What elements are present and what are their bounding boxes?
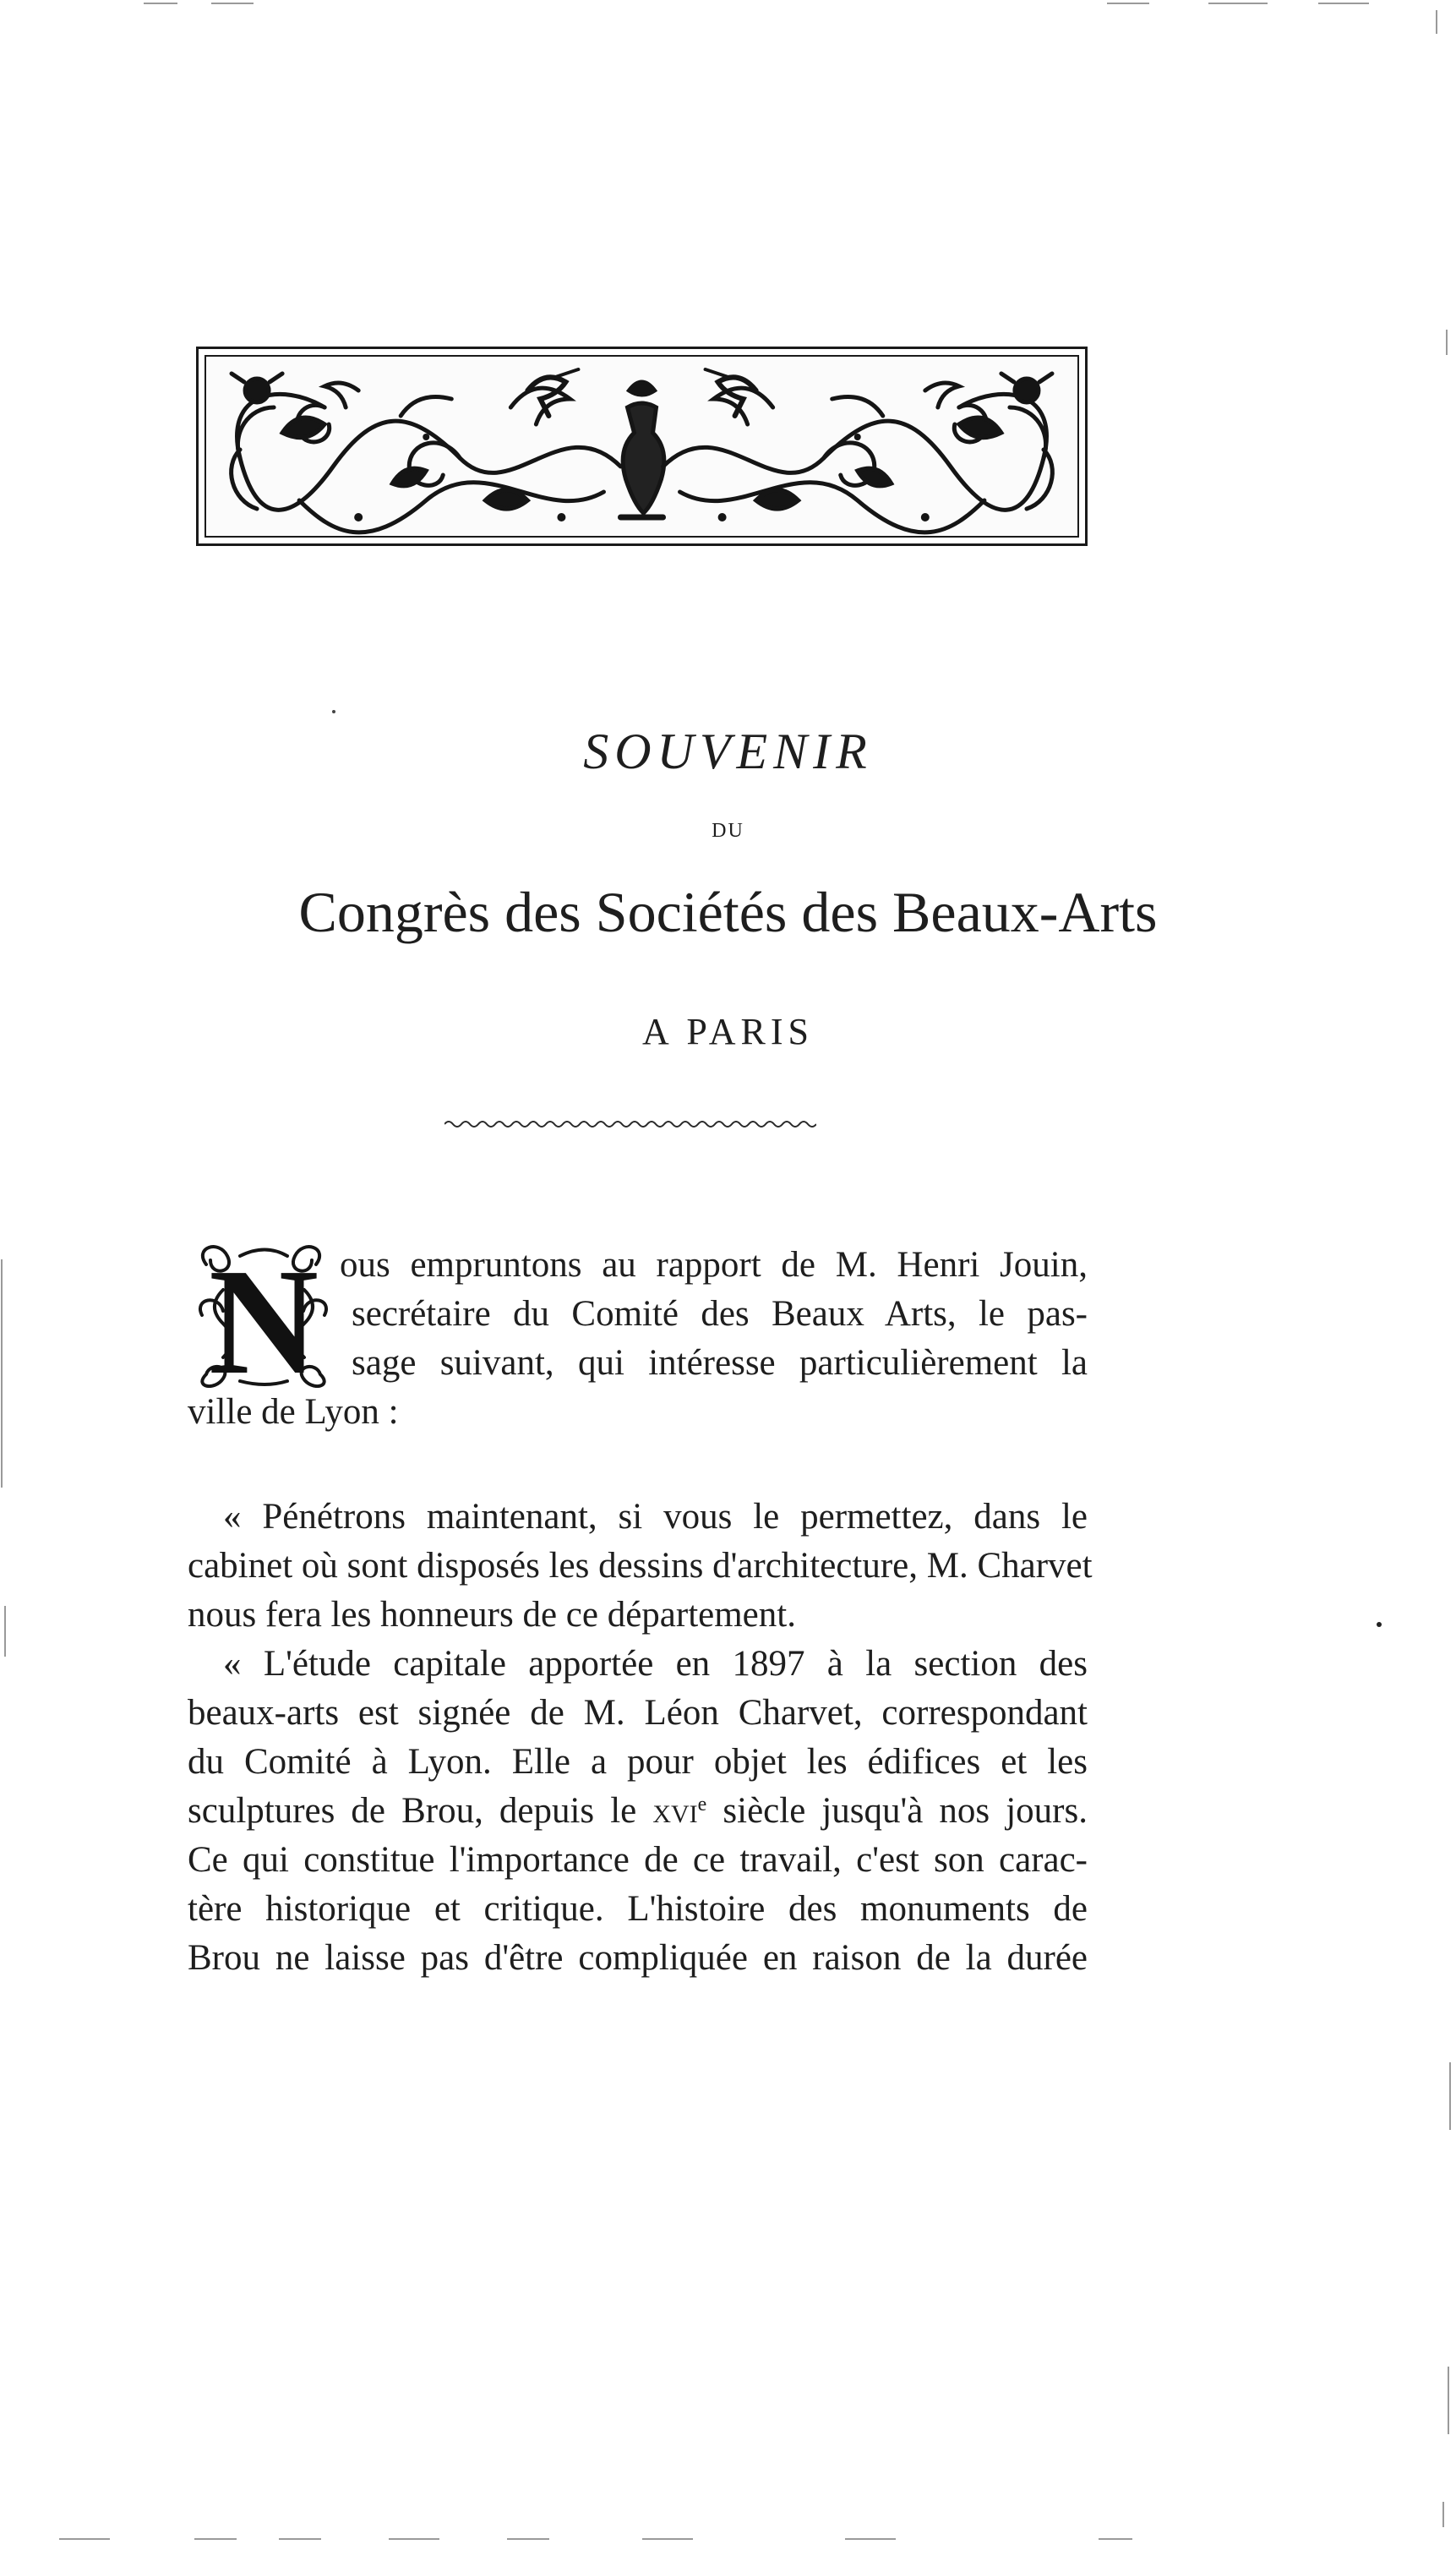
para2-line-4 [188,1787,1088,1836]
ornamental-banner [196,347,1088,546]
ornamental-initial-n-icon [189,1239,338,1388]
para2-line-5: Ce qui constitue l'importance de ce travail, c'est son carac- [188,1840,1088,1880]
para2-line-1: « L'étude capitale apportée en 1897 à la section des [223,1644,1088,1684]
para2-line-4-start: sculptures de Brou, depuis le [188,1791,653,1831]
century-superscript: e [697,1794,707,1816]
intro-line-3: sage suivant, qui intéresse particulièrement la [352,1343,1088,1383]
para2-line-2: beaux-arts est signée de M. Léon Charvet, correspondant [188,1693,1088,1733]
paragraph-1 [188,1493,1093,1640]
wavy-rule-icon [444,1117,816,1131]
intro-paragraph [340,1241,1088,1388]
intro-line-4: ville de Lyon : [188,1392,399,1432]
century-numeral: xvi [652,1791,698,1831]
intro-line-2: secrétaire du Comité des Beaux Arts, le pas- [352,1294,1088,1334]
para2-line-6: tère historique et critique. L'histoire des monuments de [188,1889,1088,1929]
para1-line-2: cabinet où sont disposés les dessins d'architecture, M. Charvet [188,1546,1093,1586]
para2-line-4-end: siècle jusqu'à nos jours. [706,1791,1088,1831]
title-connector: DU [712,820,744,842]
drop-cap-letter: N [209,1239,319,1388]
place-heading: A PARIS [641,1011,815,1052]
para1-line-3: nous fera les honneurs de ce département. [188,1595,796,1635]
para2-line-3: du Comité à Lyon. Elle a pour objet les édifices et les [188,1742,1088,1782]
para1-line-1: « Pénétrons maintenant, si vous le permettez, dans le [223,1497,1088,1537]
page-subtitle: Congrès des Sociétés des Beaux-Arts [298,880,1158,944]
intro-line-1: ous empruntons au rapport de M. Henri Jouin, [340,1245,1088,1285]
page-title: SOUVENIR [583,724,873,779]
ornamental-foliage-banner-icon [206,357,1077,536]
paragraph-2 [188,1640,1088,1983]
para2-line-7: Brou ne laisse pas d'être compliquée en raison de la durée [188,1938,1088,1978]
